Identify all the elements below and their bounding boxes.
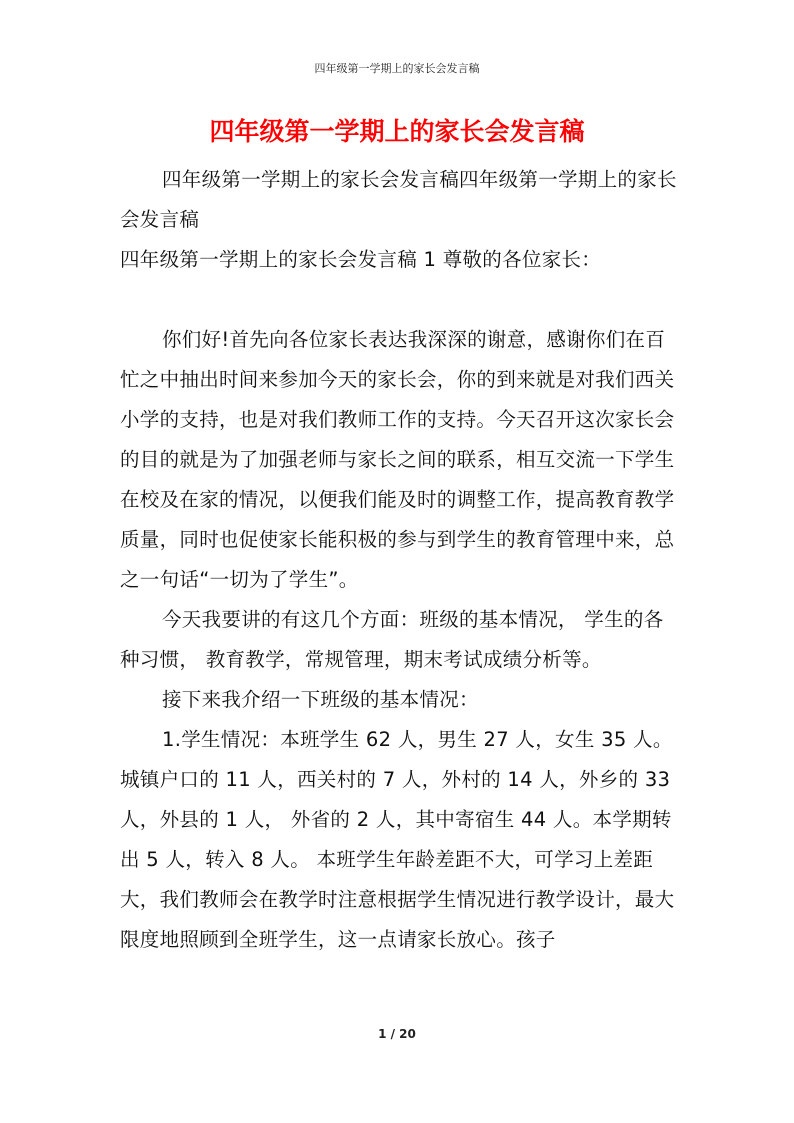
paragraph-topics: 今天我要讲的有这几个方面：班级的基本情况， 学生的各种习惯， 教育教学，常规管理，期末考试成绩分析等。 xyxy=(120,608,664,671)
blank-line xyxy=(120,280,680,320)
paragraph-greeting: 你们好!首先向各位家长表达我深深的谢意，感谢你们在百忙之中抽出时间来参加今天的家长会，你的到来就是对我们西关小学的支持，也是对我们教师工作的支持。今天召开这次家长会的目的就是为了加强老师与家长之间的联系，相互交流一下学生在校及在家的情况，以便我们能及时的调整工作，提高教育教学质量，同时也促使家长能积极的参与到学生的教育管理中来，总之一句话“一切为了学生”。 xyxy=(120,328,675,591)
paragraph-student-info: 1.学生情况：本班学生 62 人，男生 27 人，女生 35 人。城镇户口的 11 人，西关村的 7 人，外村的 14 人，外乡的 33 人，外县的 1 人， 外省的 2 人，其中寄宿生 44 人。本学期转出 5 人，转入 8 人。 本班学生年龄差距不大，可学习上差距大，我们教师会在教学时注意根据学生情况进行教学设计，最大限度地照顾到全班学生，这一点请家长放心。孩子 xyxy=(120,728,675,951)
paragraph-class-intro: 接下来我介绍一下班级的基本情况： xyxy=(162,688,479,711)
paragraph-intro-title: 四年级第一学期上的家长会发言稿四年级第一学期上的家长会发言稿 xyxy=(120,168,677,231)
document-body xyxy=(120,160,680,960)
paragraph-salutation: 四年级第一学期上的家长会发言稿 1 尊敬的各位家长： xyxy=(120,248,602,271)
page-number: 1 / 20 xyxy=(378,1027,416,1041)
document-title: 四年级第一学期上的家长会发言稿 xyxy=(209,117,585,146)
running-header: 四年级第一学期上的家长会发言稿 xyxy=(314,62,480,75)
